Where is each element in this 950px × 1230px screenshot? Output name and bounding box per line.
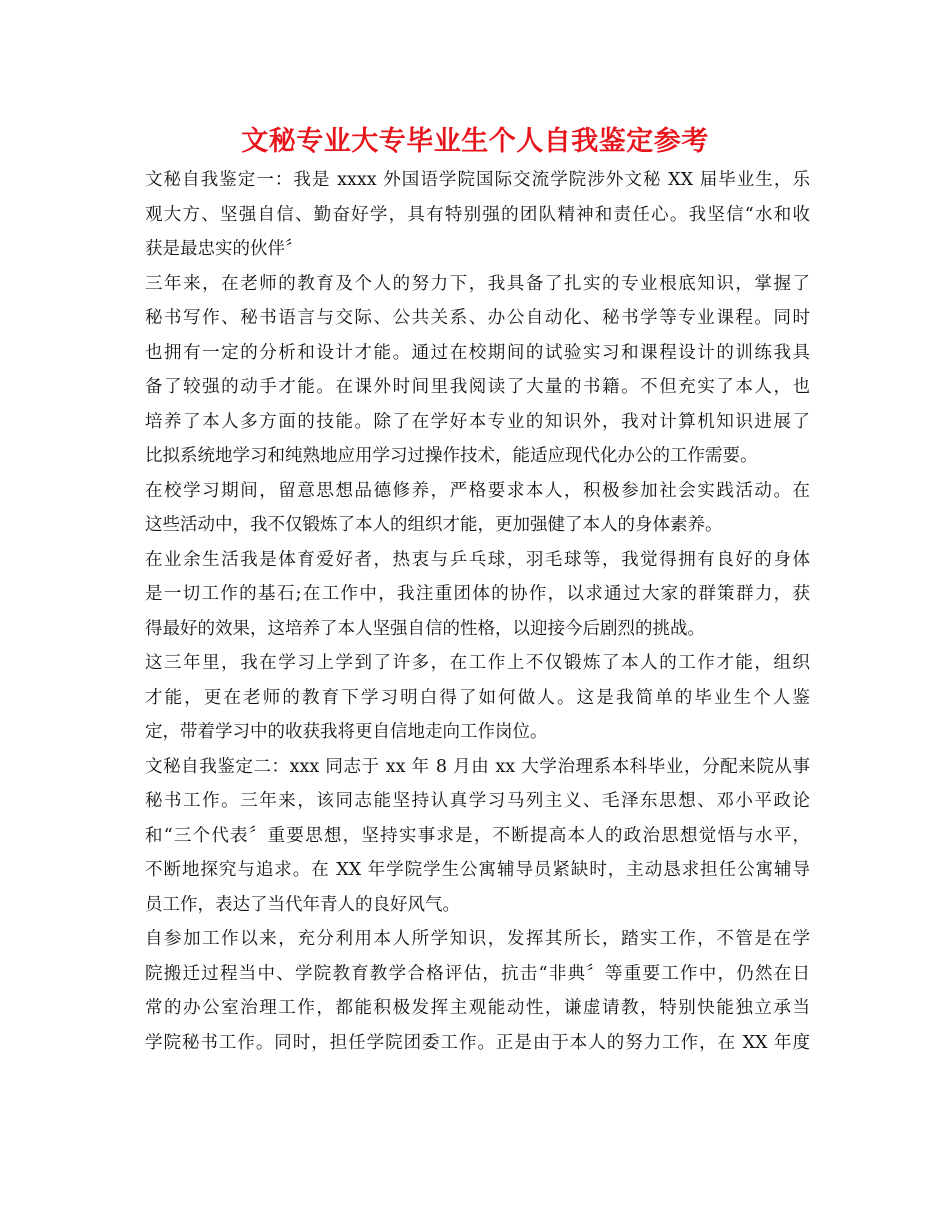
- text-line: 文秘自我鉴定二：xxx 同志于 xx 年 8 月由 xx 大学治理系本科毕业，分配来院从事: [145, 756, 810, 777]
- text-line: 学院秘书工作。同时，担任学院团委工作。正是由于本人的努力工作，在 XX 年度: [145, 1032, 810, 1053]
- text-line: 三年来，在老师的教育及个人的努力下，我具备了扎实的专业根底知识，掌握了: [145, 273, 810, 294]
- text-line: 备了较强的动手才能。在课外时间里我阅读了大量的书籍。不但充实了本人，也: [145, 377, 810, 397]
- text-line: 这些活动中，我不仅锻炼了本人的组织才能，更加强健了本人的身体素养。: [145, 515, 723, 535]
- document-body: [145, 163, 810, 1060]
- text-line: 不断地探究与追求。在 XX 年学院学生公寓辅导员紧缺时，主动恳求担任公寓辅导: [145, 860, 810, 880]
- document-title: 文秘专业大专毕业生个人自我鉴定参考: [241, 126, 709, 157]
- text-line: 得最好的效果，这培养了本人坚强自信的性格，以迎接今后剧烈的挑战。: [145, 618, 705, 639]
- paragraph-2: [145, 267, 810, 474]
- text-line: 员工作，表达了当代年青人的良好风气。: [145, 894, 460, 915]
- text-line: 观大方、坚强自信、勤奋好学，具有特别强的团队精神和责任心。我坚信“水和收: [145, 204, 810, 225]
- paragraph-3: [145, 474, 810, 543]
- text-line: 常的办公室治理工作，都能积极发挥主观能动性，谦虚请教，特别快能独立承当: [145, 998, 810, 1018]
- text-line: 才能，更在老师的教育下学习明白得了如何做人。这是我简单的毕业生个人鉴: [145, 687, 810, 708]
- paragraph-5: [145, 646, 810, 750]
- text-line: 和“三个代表〞重要思想，坚持实事求是，不断提高本人的政治思想觉悟与水平，: [145, 825, 810, 846]
- text-line: 院搬迁过程当中、学院教育教学合格评估，抗击“非典〞等重要工作中，仍然在日: [145, 963, 810, 984]
- paragraph-4: [145, 543, 810, 647]
- paragraph-1: [145, 163, 810, 267]
- text-line: 比拟系统地学习和纯熟地应用学习过操作技术，能适应现代化办公的工作需要。: [145, 446, 758, 466]
- text-line: 定，带着学习中的收获我将更自信地走向工作岗位。: [145, 722, 548, 742]
- paragraph-6: [145, 750, 810, 923]
- text-line: 也拥有一定的分析和设计才能。通过在校期间的试验实习和课程设计的训练我具: [145, 342, 810, 363]
- text-line: 秘书工作。三年来，该同志能坚持认真学习马列主义、毛泽东思想、邓小平政论: [145, 791, 810, 811]
- text-line: 是一切工作的基石;在工作中，我注重团体的协作，以求通过大家的群策群力，获: [145, 584, 810, 604]
- text-line: 获是最忠实的伙伴〞: [145, 239, 303, 259]
- text-line: 文秘自我鉴定一：我是 xxxx 外国语学院国际交流学院涉外文秘 XX 届毕业生，乐: [145, 170, 810, 190]
- text-line: 自参加工作以来，充分利用本人所学知识，发挥其所长，踏实工作，不管是在学: [145, 929, 810, 949]
- text-line: 在校学习期间，留意思想品德修养，严格要求本人，积极参加社会实践活动。在: [145, 480, 810, 501]
- text-line: 培养了本人多方面的技能。除了在学好本专业的知识外，我对计算机知识进展了: [145, 411, 810, 432]
- text-line: 这三年里，我在学习上学到了许多，在工作上不仅锻炼了本人的工作才能，组织: [145, 653, 810, 673]
- text-line: 秘书写作、秘书语言与交际、公共关系、办公自动化、秘书学等专业课程。同时: [145, 308, 810, 328]
- paragraph-7: [145, 922, 810, 1060]
- text-line: 在业余生活我是体育爱好者，热衷与乒乓球，羽毛球等，我觉得拥有良好的身体: [145, 549, 810, 570]
